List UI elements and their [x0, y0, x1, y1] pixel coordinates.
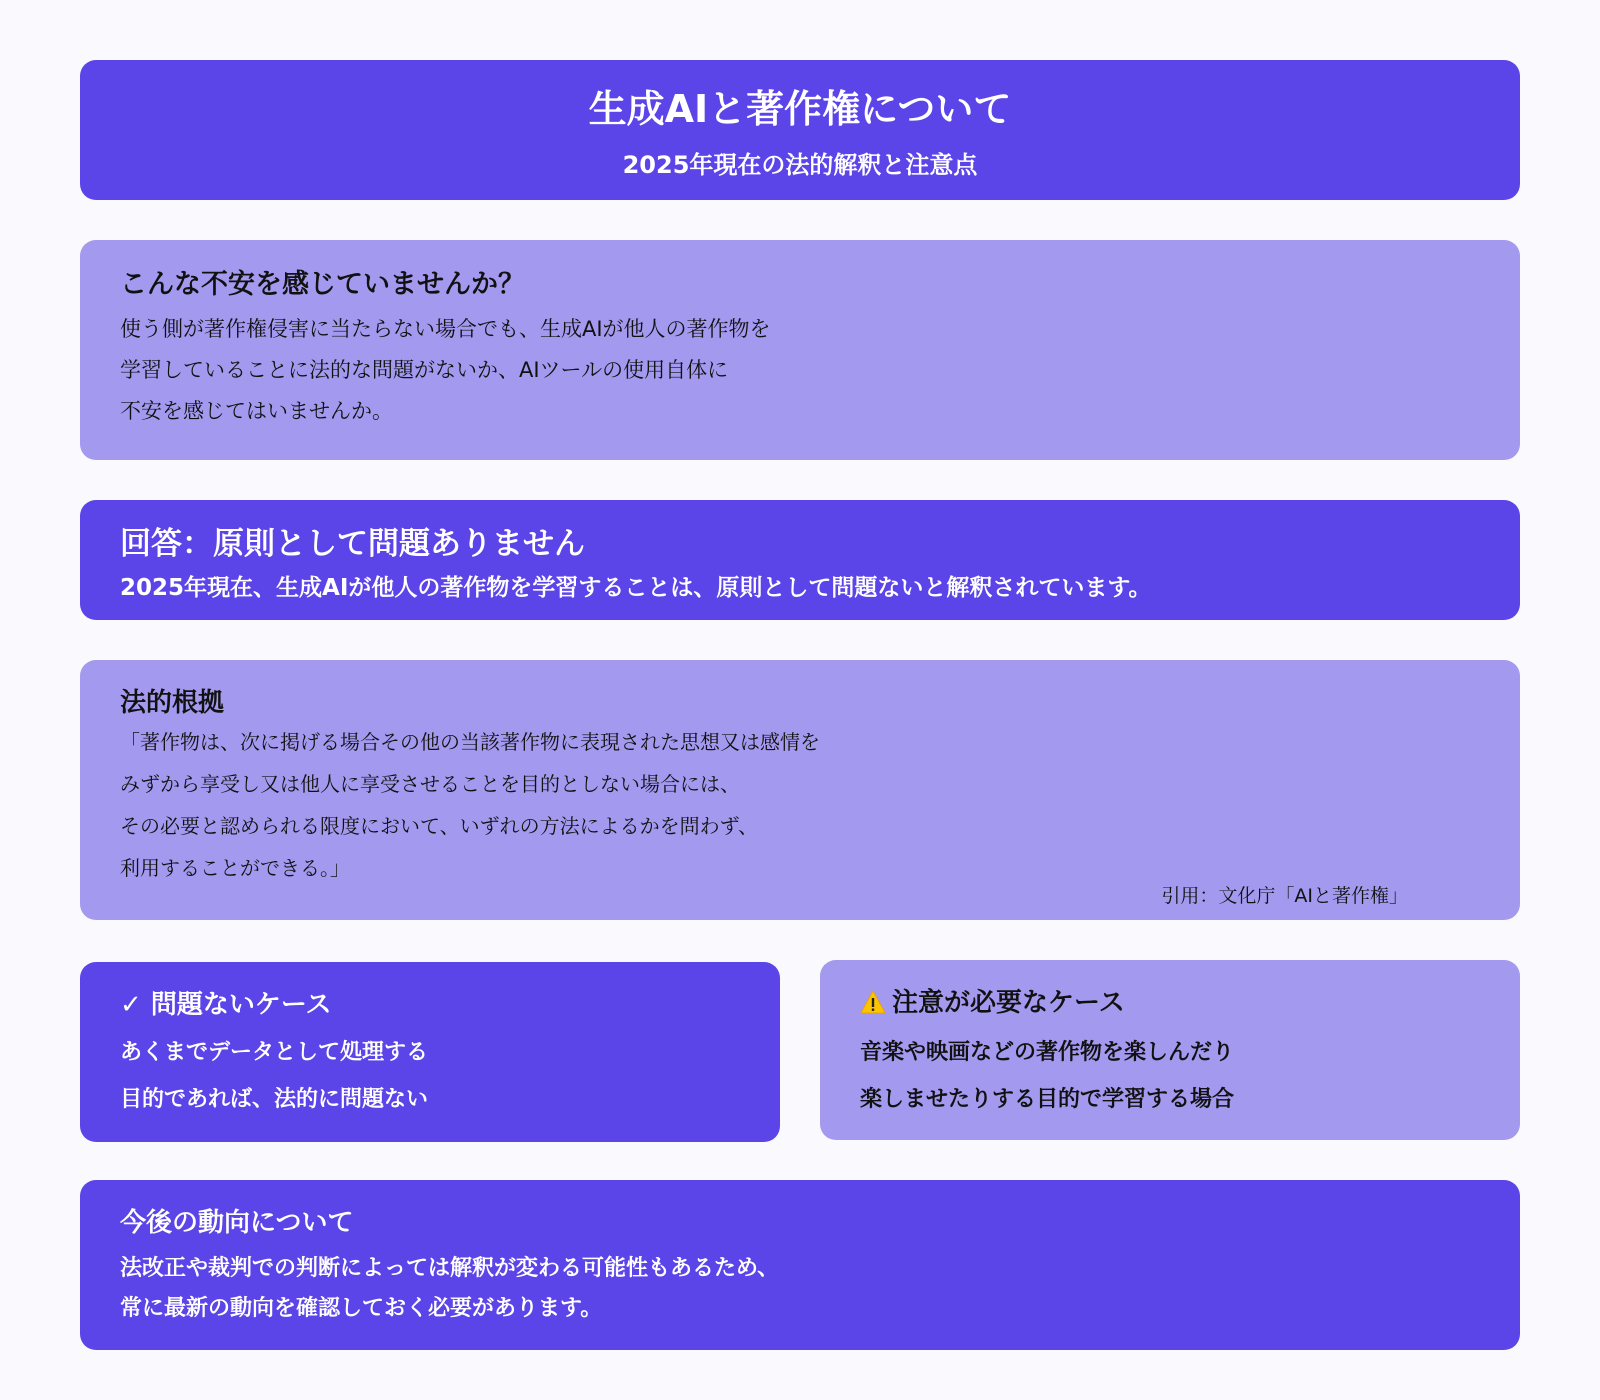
answer-heading: 回答：原則として問題ありません	[120, 526, 585, 562]
caution-case-line: 楽しませたりする目的で学習する場合	[860, 1087, 1235, 1112]
warning-icon	[860, 990, 886, 1021]
ok-case-card	[80, 962, 780, 1142]
legal-quote-line: 利用することができる。」	[120, 856, 350, 880]
future-line: 常に最新の動向を確認しておく必要があります。	[120, 1296, 603, 1321]
answer-section	[80, 500, 1520, 620]
citation: 引用：文化庁「AIと著作権」	[1161, 885, 1408, 907]
legal-basis-section	[80, 660, 1520, 920]
page-subtitle: 2025年現在の法的解釈と注意点	[622, 151, 978, 179]
concern-line: 学習していることに法的な問題がないか、AIツールの使用自体に	[120, 358, 729, 382]
future-outlook-section	[80, 1180, 1520, 1350]
concern-line: 使う側が著作権侵害に当たらない場合でも、生成AIが他人の著作物を	[120, 317, 771, 341]
future-heading: 今後の動向について	[120, 1208, 354, 1238]
concern-section	[80, 240, 1520, 460]
legal-quote-line: その必要と認められる限度において、いずれの方法によるかを問わず、	[120, 814, 758, 838]
legal-quote-line: みずから享受し又は他人に享受させることを目的としない場合には、	[120, 772, 740, 796]
page-title: 生成AIと著作権について	[588, 87, 1012, 131]
answer-text: 2025年現在、生成AIが他人の著作物を学習することは、原則として問題ないと解釈されています。	[120, 575, 1152, 601]
ok-case-line: あくまでデータとして処理する	[120, 1040, 429, 1065]
check-icon: ✓	[120, 990, 142, 1020]
caution-case-heading: 注意が必要なケース	[892, 988, 1125, 1018]
concern-heading: こんな不安を感じていませんか？	[120, 269, 525, 300]
title-banner	[80, 60, 1520, 200]
caution-case-line: 音楽や映画などの著作物を楽しんだり	[860, 1040, 1235, 1065]
ok-case-heading: 問題ないケース	[150, 990, 332, 1020]
legal-heading: 法的根拠	[120, 688, 225, 718]
legal-quote-line: 「著作物は、次に掲げる場合その他の当該著作物に表現された思想又は感情を	[120, 730, 820, 754]
caution-case-card	[820, 960, 1520, 1140]
ok-case-line: 目的であれば、法的に問題ない	[120, 1087, 429, 1112]
future-line: 法改正や裁判での判断によっては解釈が変わる可能性もあるため、	[120, 1256, 780, 1281]
concern-line: 不安を感じてはいませんか。	[120, 399, 393, 423]
